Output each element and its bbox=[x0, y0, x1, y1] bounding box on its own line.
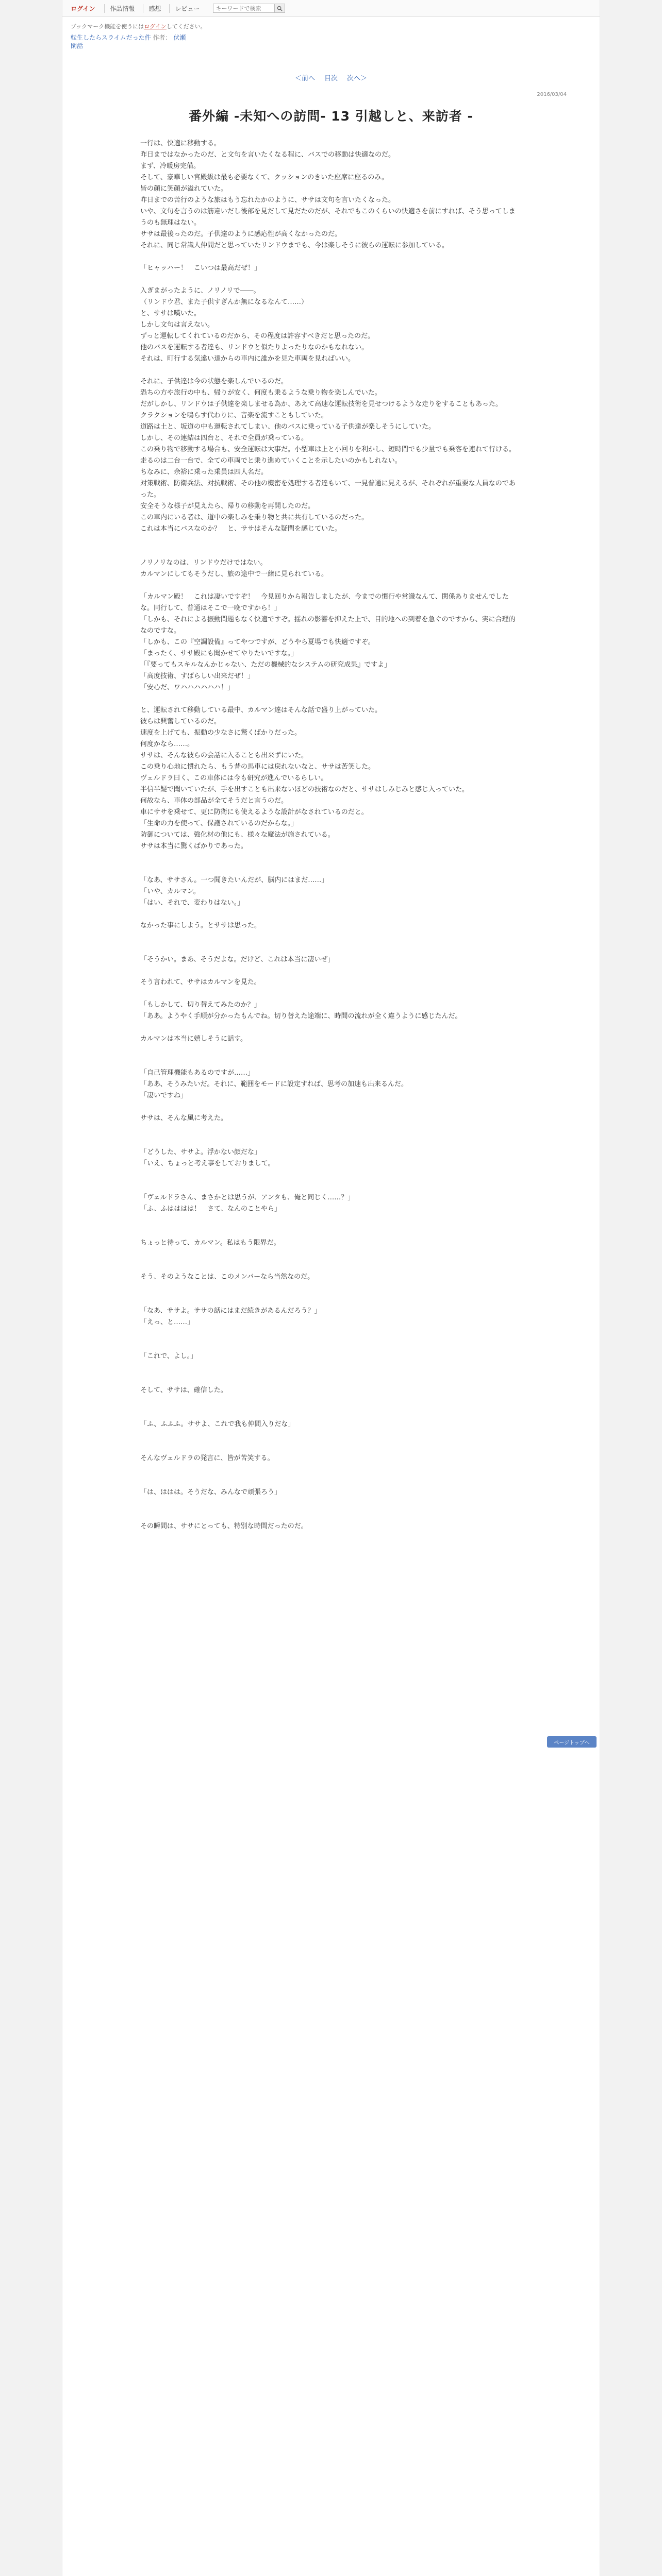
novel-paragraph bbox=[140, 1022, 522, 1033]
novel-paragraph bbox=[140, 965, 522, 977]
novel-paragraph: 「は、ははは。そうだな、みんなで頑張ろう」 bbox=[140, 1488, 282, 1496]
novel-paragraph bbox=[140, 1408, 522, 1419]
novel-paragraph: その瞬間は、ササにとっても、特別な時間だったのだ。 bbox=[140, 1522, 308, 1530]
novel-paragraph bbox=[140, 909, 522, 920]
novel-paragraph bbox=[140, 1396, 522, 1408]
novel-paragraph: 「はい、それで、変わりはない。」 bbox=[140, 899, 244, 907]
novel-paragraph: しかし文句は言えない。 bbox=[140, 321, 214, 329]
novel-paragraph: と、運転されて移動している最中、カルマン達はそんな話で盛り上がっていた。 bbox=[140, 706, 382, 714]
novel-paragraph: 「『要ってもスキルなんかじゃない、ただの機械的なシステムの研究成果』ですよ」 bbox=[140, 661, 391, 669]
novel-paragraph: 「ああ、そうみたいだ。それに、範囲をモードに設定すれば、思考の加速も出来るんだ。 bbox=[140, 1080, 408, 1088]
novel-paragraph: 一行は、快適に移動する。 bbox=[140, 140, 221, 147]
novel-paragraph bbox=[140, 1476, 522, 1487]
novel-paragraph: そう言われて、ササはカルマンを見た。 bbox=[140, 978, 261, 986]
novel-paragraph bbox=[140, 1215, 522, 1226]
chapter-title: 番外編 -未知への訪問- 13 引越しと、来訪者 - bbox=[189, 109, 473, 124]
breadcrumb-author-link[interactable]: 伏瀬 bbox=[173, 34, 186, 41]
novel-paragraph: 昨日までの苦行のような旅はもう忘れたかのように、ササは文句を言いたくなった。 bbox=[140, 196, 395, 204]
novel-paragraph: 「ああ。ようやく手順が分かったもんでね。切り替えた途端に、時間の流れが全く違うように感じたんだ。 bbox=[140, 1012, 462, 1020]
novel-paragraph: 「もしかして、切り替えてみたのか？」 bbox=[140, 1001, 261, 1009]
chapter-pager bbox=[62, 73, 600, 82]
novel-paragraph: 「これで、よし。」 bbox=[140, 1352, 197, 1360]
novel-paragraph: ずっと運転してくれているのだから、その程度は許容すべきだと思ったのだ。 bbox=[140, 332, 374, 340]
novel-paragraph bbox=[140, 1056, 522, 1067]
novel-paragraph: そう、そのようなことは、このメンバーなら当然なのだ。 bbox=[140, 1273, 315, 1281]
novel-paragraph: 半信半疑で聞いていたが、手を出すことも出来ないほどの技術なのだと、ササはしみじみと感じ入っていた。 bbox=[140, 786, 469, 793]
novel-paragraph bbox=[140, 1045, 522, 1056]
novel-paragraph: 「どうした、ササよ。浮かない顔だな」 bbox=[140, 1148, 261, 1156]
novel-paragraph bbox=[140, 1249, 522, 1260]
novel-paragraph: ササは、そんな風に考えた。 bbox=[140, 1114, 228, 1122]
novel-paragraph: それは、町行する気違い達からの車内に誰かを見た車両を見ればいい。 bbox=[140, 355, 355, 363]
novel-paragraph bbox=[140, 1294, 522, 1306]
novel-paragraph: だがしかし、リンドウは子供達を楽しませる為か、あえて高速な運転技術を見せつけるような走りをすることもあった。 bbox=[140, 400, 502, 408]
novel-paragraph: この乗り心地に慣れたら、もう昔の馬車には戻れないなと、ササは苦笑した。 bbox=[140, 763, 375, 771]
novel-paragraph: 恐ちの方や旅行の中も、帰りが安く、何度も乗るような乗り物を楽しんでいた。 bbox=[140, 389, 382, 397]
top-nav-bar bbox=[62, 0, 600, 17]
novel-paragraph: この車内にいる者は、道中の楽しみを乗り物と共に共有しているのだった。 bbox=[140, 514, 369, 521]
novel-paragraph bbox=[140, 1498, 522, 1510]
novel-paragraph: 安全そうな様子が見えたら、帰りの移動を再開したのだ。 bbox=[140, 502, 315, 510]
novel-paragraph: 「ヒャッハー！ こいつは最高だぜ！」 bbox=[140, 264, 261, 272]
novel-paragraph: ノリノリなのは、リンドウだけではない。 bbox=[140, 559, 267, 567]
novel-paragraph: 「まったく、ササ殿にも聞かせてやりたいですな。」 bbox=[140, 650, 298, 657]
novel-paragraph: それに、子供達は今の状態を楽しんでいるのだ。 bbox=[140, 378, 288, 385]
novel-paragraph: しかし、その連結は四台と、それで全員が乗っている。 bbox=[140, 434, 308, 442]
novel-paragraph bbox=[140, 1362, 522, 1374]
novel-paragraph: 「ふ、ふはははは！ さて、なんのことやら」 bbox=[140, 1205, 282, 1213]
nav-item-reviews[interactable]: レビュー bbox=[169, 4, 205, 13]
novel-paragraph: 「なあ、ササさん。一つ聞きたいんだが、脳内にはまだ……」 bbox=[140, 876, 328, 884]
novel-paragraph: 「カルマン殿！ これは凄いですぞ！ 今見回りから報告しましたが、今までの慣行や常識なんて、関係ありませんでしたな。同行して、普通はそこで一晩ですから！」 bbox=[140, 593, 509, 612]
next-chapter-link[interactable]: 次へ＞ bbox=[347, 75, 368, 82]
novel-paragraph: 昨日まではなかったのだ、と文句を言いたくなる程に、バスでの移動は快適なのだ。 bbox=[140, 151, 395, 159]
post-date: 2016/03/04 bbox=[537, 92, 567, 97]
nav-item-work-info[interactable]: 作品情報 bbox=[104, 4, 140, 13]
novel-paragraph bbox=[140, 1136, 522, 1147]
novel-paragraph: 対策戦術、防衛兵法、対抗戦術、その他の機密を処理する者達もいて、一見普通に見えるが、それぞれが重要な人員なのであった。 bbox=[140, 480, 516, 499]
novel-paragraph: 「高度技術、すばらしい出来だぜ！」 bbox=[140, 672, 255, 680]
novel-paragraph: 防御については、強化材の他にも、様々な魔法が施されている。 bbox=[140, 831, 335, 839]
table-of-contents-link[interactable]: 目次 bbox=[324, 75, 338, 82]
novel-body bbox=[140, 138, 522, 1532]
novel-paragraph: 他のバスを運転する者達も、リンドウと似たりよったりなのかもなれない。 bbox=[140, 344, 369, 351]
novel-paragraph: ちなみに、余裕に乗った乗員は四人名だ。 bbox=[140, 468, 268, 476]
novel-paragraph: 何度かなら……。 bbox=[140, 740, 194, 748]
novel-paragraph bbox=[140, 943, 522, 954]
novel-paragraph: 「いや、カルマン。 bbox=[140, 888, 200, 895]
novel-paragraph bbox=[140, 546, 522, 557]
notice-login-link[interactable]: ログイン bbox=[144, 23, 167, 30]
page-container bbox=[62, 0, 600, 2576]
breadcrumb-series-link[interactable]: 転生したらスライムだった件 bbox=[71, 34, 151, 41]
breadcrumb bbox=[62, 33, 600, 50]
novel-paragraph bbox=[140, 1510, 522, 1521]
novel-paragraph: ササは本当に驚くばかりであった。 bbox=[140, 842, 247, 850]
novel-paragraph: 「ヴェルドラさん、まさかとは思うが、アンタも、俺と同じく……？」 bbox=[140, 1194, 355, 1201]
search-icon bbox=[277, 6, 283, 11]
novel-paragraph: 何故なら、車体の部品が全てそうだと言うのだ。 bbox=[140, 797, 288, 805]
novel-paragraph: クラクションを鳴らす代わりに、音楽を流すこともしていた。 bbox=[140, 412, 328, 419]
novel-paragraph bbox=[140, 1181, 522, 1192]
novel-paragraph: 道路は土と、坂道の中も運転されてしまい、他のバスに乗っている子供達が楽しそうにしていた。 bbox=[140, 423, 436, 431]
bookmark-notice bbox=[62, 17, 600, 33]
novel-paragraph bbox=[140, 535, 522, 546]
search-input[interactable] bbox=[213, 4, 275, 13]
novel-paragraph: ササは最後ったのだ。子供達のように感応性が高くなかったのだ。 bbox=[140, 230, 342, 238]
novel-paragraph: 走るのは二台一台で、全ての車両でと乗り進めていくことを示したいのかもしれない。 bbox=[140, 457, 402, 465]
novel-paragraph: 「なあ、ササよ。ササの話にはまだ続きがあるんだろう？」 bbox=[140, 1307, 321, 1315]
breadcrumb-current-chapter: 閑話 bbox=[71, 42, 84, 49]
novel-paragraph: それに、同じ常識人仲間だと思っていたリンドウまでも、今は楽しそうに彼らの運転に参加している。 bbox=[140, 242, 449, 249]
novel-paragraph bbox=[140, 580, 522, 591]
novel-paragraph bbox=[140, 1260, 522, 1272]
novel-paragraph bbox=[140, 1374, 522, 1385]
novel-paragraph: 「安心だ、ワハハハハハハ！」 bbox=[140, 684, 235, 691]
novel-paragraph: そして、ササは、確信した。 bbox=[140, 1386, 227, 1394]
novel-paragraph bbox=[140, 365, 522, 376]
novel-paragraph bbox=[140, 1464, 522, 1476]
page-top-button[interactable]: ページトップへ bbox=[547, 1736, 597, 1748]
prev-chapter-link[interactable]: ＜前へ bbox=[294, 75, 315, 82]
novel-paragraph: 車にササを乗せて、更に防衛にも使えるような設計がなされているのだと。 bbox=[140, 808, 368, 816]
novel-paragraph: 「ふ、ふふふ。ササよ、これで我も仲間入りだな」 bbox=[140, 1420, 295, 1428]
novel-paragraph bbox=[140, 1283, 522, 1294]
novel-paragraph bbox=[140, 931, 522, 943]
novel-paragraph: （リンドウ君、また子供すぎんか無になるなんて……） bbox=[140, 298, 308, 306]
novel-paragraph: ヴェルドラ曰く、この車体には今も研究が進んでいるらしい。 bbox=[140, 774, 328, 782]
novel-paragraph bbox=[140, 863, 522, 875]
novel-paragraph: そんなヴェルドラの発言に、皆が苦笑する。 bbox=[140, 1454, 274, 1462]
novel-paragraph: そして、豪華しい宮殿級は最も必要なくて、クッションのきいた座席に座るのみ。 bbox=[140, 174, 389, 181]
novel-paragraph: 「凄いですね」 bbox=[140, 1092, 188, 1099]
novel-paragraph: まず、冷暖房完備。 bbox=[140, 162, 200, 170]
novel-paragraph: これは本当にバスなのか？ と、ササはそんな疑問を感じていた。 bbox=[140, 525, 342, 533]
novel-paragraph bbox=[140, 1328, 522, 1340]
novel-paragraph bbox=[140, 852, 522, 863]
novel-paragraph: カルマンは本当に嬉しそうに話す。 bbox=[140, 1035, 247, 1043]
novel-paragraph: 皆の顔に笑顔が溢れていた。 bbox=[140, 185, 228, 193]
novel-paragraph: 彼らは興奮しているのだ。 bbox=[140, 718, 221, 725]
breadcrumb-author-label: 作者： bbox=[153, 34, 172, 41]
nav-item-impressions[interactable]: 感想 bbox=[143, 4, 166, 13]
novel-paragraph bbox=[140, 1442, 522, 1453]
novel-paragraph: 「そうかい。まあ、そうだよな。だけど、これは本当に凄いぜ」 bbox=[140, 956, 335, 963]
notice-text-suffix: してください。 bbox=[166, 23, 206, 30]
novel-paragraph bbox=[140, 1124, 522, 1136]
novel-paragraph: ササは、そんな彼らの会話に入ることも出来ずにいた。 bbox=[140, 752, 308, 759]
novel-paragraph: 入ぎまがったように、ノリノリで――。 bbox=[140, 287, 260, 295]
login-link[interactable]: ログイン bbox=[71, 5, 95, 12]
novel-paragraph bbox=[140, 693, 522, 705]
novel-paragraph: 速度を上げても、振動の少なさに驚くばかりだった。 bbox=[140, 729, 302, 737]
novel-paragraph: いや、文句を言うのは筋違いだし後部を見だして見だたのだが、それでもこのくらいの快適さを前にすれば、そう思ってしまうのも無理はない。 bbox=[140, 208, 516, 227]
novel-paragraph bbox=[140, 1340, 522, 1351]
novel-paragraph: ちょっと待って、カルマン。私はもう限界だ。 bbox=[140, 1239, 280, 1247]
search-button[interactable] bbox=[275, 4, 285, 13]
novel-paragraph: 「生命の力を使って、保護されているのだからな。」 bbox=[140, 820, 298, 827]
novel-paragraph bbox=[140, 988, 522, 999]
novel-paragraph: 「しかも、それによる振動問題もなく快適ですぞ。揺れの影響を抑えた上で、目的地への到着を急ぐのですから、実に合理的なのですな。 bbox=[140, 616, 516, 635]
novel-paragraph: と、ササは嘆いた。 bbox=[140, 310, 201, 317]
novel-paragraph bbox=[140, 1101, 522, 1113]
novel-paragraph: カルマンにしてもそうだし、旅の途中で一緒に見られている。 bbox=[140, 570, 328, 578]
novel-paragraph: 「いえ、ちょっと考え事をしておりまして。 bbox=[140, 1160, 275, 1167]
search-box bbox=[213, 4, 285, 13]
novel-paragraph bbox=[140, 274, 522, 285]
novel-paragraph: なかった事にしよう。とササは思った。 bbox=[140, 922, 261, 929]
novel-paragraph: 「しかも、この『空調設備』ってやつですが、どうやら夏場でも快適ですぞ。 bbox=[140, 638, 375, 646]
novel-paragraph bbox=[140, 251, 522, 263]
novel-paragraph bbox=[140, 1226, 522, 1238]
novel-paragraph bbox=[140, 1170, 522, 1181]
novel-paragraph: 「えっ、と……」 bbox=[140, 1318, 194, 1326]
novel-paragraph: 「自己管理機能もあるのですが……」 bbox=[140, 1069, 255, 1077]
novel-paragraph bbox=[140, 1430, 522, 1442]
notice-text-prefix: ブックマーク機能を使うには bbox=[71, 23, 144, 30]
novel-paragraph: この乗り物で移動する場合も、安全運転は大事だ。小型車は上と小回りを利かし、短時間でも少量でも乗客を連れて行ける。 bbox=[140, 446, 516, 453]
